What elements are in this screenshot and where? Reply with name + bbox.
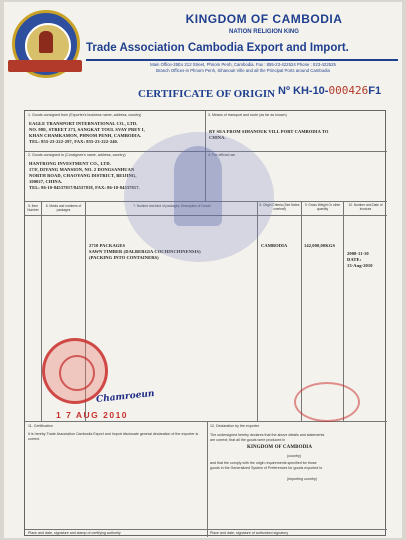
exporter-line-3: KHAN CHAMKAMON, PHNOM PENH, CAMBODIA. <box>29 133 142 138</box>
goods-line-1: 2710 PACKAGES <box>89 243 126 248</box>
certificate-number <box>278 84 381 97</box>
exporter-stamp <box>294 382 360 422</box>
invoice-line-2: DATE: <box>347 257 362 262</box>
exporter-line-4: TEL: 855-23-222-297, FAX: 855-23-222-240. <box>29 139 119 144</box>
header-association-name: Trade Association Cambodia Export and Import. <box>86 42 349 54</box>
consignee-line-4: 100027, CHINA. <box>29 179 63 184</box>
signature: Chamroeun <box>95 388 155 406</box>
box12-importing-caption: (importing country) <box>287 477 317 481</box>
seal-ribbon <box>8 60 82 72</box>
box12-text-2: are correct; that all the goods were produced in <box>210 438 286 442</box>
transport-line-1: BY SEA FROM SIHANOUK VILL PORT CAMBODIA TO <box>209 129 329 134</box>
divider-col-5 <box>41 201 42 421</box>
divider-v-bottom <box>207 421 208 537</box>
exporter-line-2: NO. 98E, STREET 273, SANGKAT TOUL SVAY PREY I, <box>29 127 145 132</box>
goods-line-2: SAWN TIMBER (DALBERGIA COCHINCHINENSIS) <box>89 249 201 254</box>
certificate-suffix: F1 <box>368 85 382 97</box>
certificate-serial: 000426 <box>328 84 369 97</box>
box11-label: 11. Certification <box>28 424 53 428</box>
header-motto: NATION RELIGION KING <box>229 29 299 35</box>
certificate-title: CERTIFICATE OF ORIGIN <box>138 88 276 100</box>
certificate-number-prefix: Nº KH-10- <box>278 85 329 97</box>
box12-country-caption: (country) <box>287 454 302 458</box>
box12-country: KINGDOM OF CAMBODIA <box>247 445 313 450</box>
col9-header: 9. Gross Weight Or other quantity <box>304 203 341 211</box>
divider-h-footer <box>25 529 387 530</box>
box11-footer: Place and date, signature and stamp of certifying authority <box>28 531 121 535</box>
exporter-line-1: EAGLE TRANSPORT INTERNATIONAL CO., LTD. <box>29 121 138 126</box>
box12-footer: Place and date, signature of authorized signatory <box>210 531 289 535</box>
watermark-emblem <box>124 132 274 262</box>
box1-label: 1. Goods consigned from (Exporter's business name, address, country) <box>28 113 142 117</box>
certificate-page <box>4 2 402 538</box>
header-kingdom: KINGDOM OF CAMBODIA <box>185 12 343 26</box>
goods-line-3: (PACKING INTO CONTAINERS) <box>89 255 159 260</box>
consignee-line-5: TEL: 86-10-84537817/84537818, FAX: 86-10-84537817. <box>29 185 140 190</box>
invoice-line-3: 13-Aug-2010 <box>347 263 373 268</box>
transport-line-2: CHINA. <box>209 135 226 140</box>
gross-weight: 142,000,00KGS <box>304 243 336 248</box>
header-divider <box>86 59 398 61</box>
col10-header: 10. Number and Date of invoices <box>348 203 383 211</box>
box2-label: 2. Goods consigned to (Consignee's name, address, country) <box>28 153 126 157</box>
consignee-line-3: NORTH ROAD, CHAOYANG DISTRICT, BEIJING, <box>29 173 137 178</box>
box12-text-3: and that the comply with the origin requirements specified for those <box>210 461 317 465</box>
col5-header: 5. Item Number <box>27 204 39 212</box>
box12-label: 12. Declaration by the exporter <box>210 424 260 428</box>
col6-header: 6. Marks and numbers of packages <box>45 204 82 212</box>
consignee-line-2: 17/F, DIYANG MANSION, NO. 2 DONGSANHUAN <box>29 167 135 172</box>
col8-header: 8. Origin Criteria (See Notes overleaf) <box>259 203 300 211</box>
header-main-office: Main Office-25Eo 212 Street, Phnom Penh, Cambodia. Fax : 855-23-422524 Phone : 023-422525 <box>150 62 336 67</box>
origin-criteria: CAMBODIA <box>261 243 288 248</box>
box4-label: 4. For official use <box>208 153 236 157</box>
invoice-line-1: 2008-11-10 <box>347 251 369 256</box>
header-branch-offices: Branch Offices-in Phnom Penh, Sihanouk Ville and all the Principal Ports around Cambodia <box>156 68 330 73</box>
box3-label: 3. Means of transport and route (as far as known) <box>208 113 287 117</box>
col7-header: 7. Number and kind of packages; Description of Goods <box>133 204 211 208</box>
box12-text-1: The undersigned hereby declares that the above details and statements <box>210 433 325 437</box>
stamp-date: 1 7 AUG 2010 <box>56 410 129 420</box>
box11-text: It is hereby Trade Association Cambodia Export and Import disclosate general declaration of the exporter is correct. <box>28 432 199 441</box>
box12-text-4: goods in the Generalized System of Preferences for goods exported to <box>210 466 323 470</box>
consignee-line-1: HANTRONG INVESTMENT CO., LTD. <box>29 161 111 166</box>
